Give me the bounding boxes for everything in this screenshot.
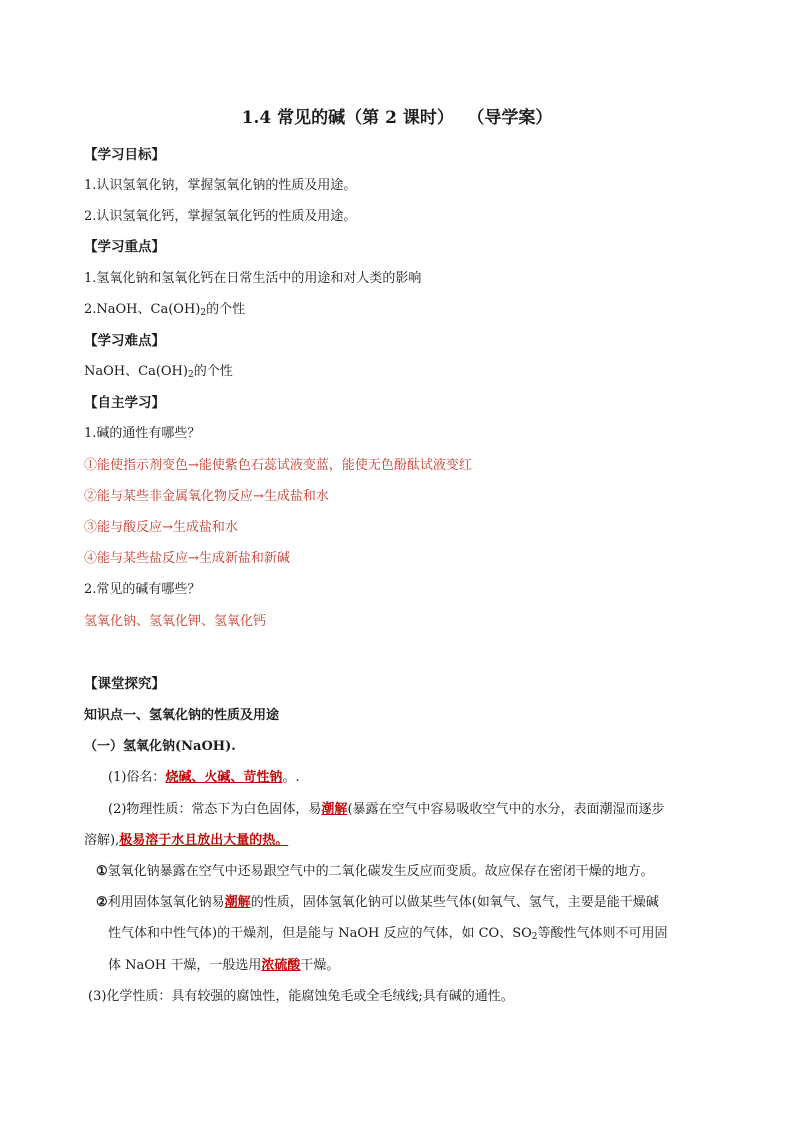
answer-1-item-1: ①能使指示剂变色→能使紫色石蕊试液变蓝，能使无色酚酞试液变红 xyxy=(84,458,472,473)
answer-1-item-3: ③能与酸反应→生成盐和水 xyxy=(84,520,238,535)
key-item-2-tail: 的个性 xyxy=(206,302,246,317)
note-1 xyxy=(96,862,654,882)
answer-1-item-4: ④能与某些盐反应→生成新盐和新碱 xyxy=(84,551,290,566)
physical2-text-a: 溶解), xyxy=(84,833,120,848)
chemical-properties: (3)化学性质：具有较强的腐蚀性，能腐蚀兔毛或全毛绒线;具有碱的通性。 xyxy=(88,989,514,1004)
subscript: 2 xyxy=(200,308,207,318)
sulfuric-acid-term: 浓硫酸 xyxy=(261,958,301,973)
difficulty-tail: 的个性 xyxy=(193,364,233,379)
question-1: 1.碱的通性有哪些？ xyxy=(84,426,201,441)
title-tag: （导学案） xyxy=(475,108,553,128)
self-study-heading: 【自主学习】 xyxy=(84,395,165,411)
physical-line-2 xyxy=(84,831,288,851)
physical-line-1 xyxy=(108,800,665,820)
page-title xyxy=(0,106,794,130)
deliquescence-term-2: 潮解 xyxy=(224,895,251,910)
note-2-line-2-text: 性气体和中性气体)的干燥剂，但是能与 NaOH 反应的气体，如 CO、SO xyxy=(108,926,532,941)
knowledge-point-1: 知识点一、氢氧化钠的性质及用途 xyxy=(84,708,280,723)
common-name-end: 。. xyxy=(282,770,300,785)
difficulty-heading: 【学习难点】 xyxy=(84,333,165,349)
title-main: 1.4 常见的碱（第 2 课时） xyxy=(241,108,454,128)
note-1-number: ① xyxy=(96,864,108,879)
note-2-line-3-tail: 干燥。 xyxy=(300,958,340,973)
subscript: 2 xyxy=(531,932,538,942)
note-1-text: 氢氧化钠暴露在空气中还易跟空气中的二氧化碳发生反应而变质。故应保存在密闭干燥的地方。 xyxy=(107,864,654,879)
deliquescence-term: 潮解 xyxy=(321,802,348,817)
physical-text-a: (2)物理性质：常态下为白色固体，易 xyxy=(108,802,322,817)
physical-text-c: (暴露在空气中容易吸收空气中的水分，表面潮湿而逐步 xyxy=(347,802,665,817)
note-2-number: ② xyxy=(96,895,108,910)
subscript: 2 xyxy=(187,370,194,380)
key-item-2-text: 2.NaOH、Ca(OH) xyxy=(84,302,201,317)
common-name-line xyxy=(108,768,300,788)
goals-heading: 【学习目标】 xyxy=(84,147,165,163)
difficulty-text: NaOH、Ca(OH) xyxy=(84,364,188,379)
note-2-text-c: 的性质，固体氢氧化钠可以做某些气体(如氧气、氢气，主要是能干燥碱 xyxy=(250,895,659,910)
common-name-label: (1)俗名： xyxy=(108,770,166,785)
answer-2: 氢氧化钠、氢氧化钾、氢氧化钙 xyxy=(84,614,267,629)
note-2-text-a: 利用固体氢氧化钠易 xyxy=(107,895,225,910)
note-2-line-3-text: 体 NaOH 干燥，一般选用 xyxy=(108,958,262,973)
note-2-line-2 xyxy=(108,924,668,947)
dissolve-heat-term: 极易溶于水且放出大量的热。 xyxy=(119,833,289,848)
note-2-line-1 xyxy=(96,893,659,913)
inquiry-heading: 【课堂探究】 xyxy=(84,676,165,692)
key-item-1: 1.氢氧化钠和氢氧化钙在日常生活中的用途和对人类的影响 xyxy=(84,271,422,286)
key-item-2 xyxy=(84,300,245,323)
key-heading: 【学习重点】 xyxy=(84,239,165,255)
common-name-value: 烧碱、火碱、苛性钠 xyxy=(165,770,283,785)
goal-item-1: 1.认识氢氧化钠，掌握氢氧化钠的性质及用途。 xyxy=(84,178,357,193)
goal-item-2: 2.认识氢氧化钙，掌握氢氧化钙的性质及用途。 xyxy=(84,209,357,224)
note-2-line-2-tail: 等酸性气体则不可用固 xyxy=(537,926,668,941)
subsection-naoh: （一）氢氧化钠(NaOH). xyxy=(84,739,236,754)
question-2: 2.常见的碱有哪些？ xyxy=(84,582,201,597)
difficulty-item xyxy=(84,362,233,385)
answer-1-item-2: ②能与某些非金属氧化物反应→生成盐和水 xyxy=(84,489,329,504)
note-2-line-3 xyxy=(108,956,339,976)
